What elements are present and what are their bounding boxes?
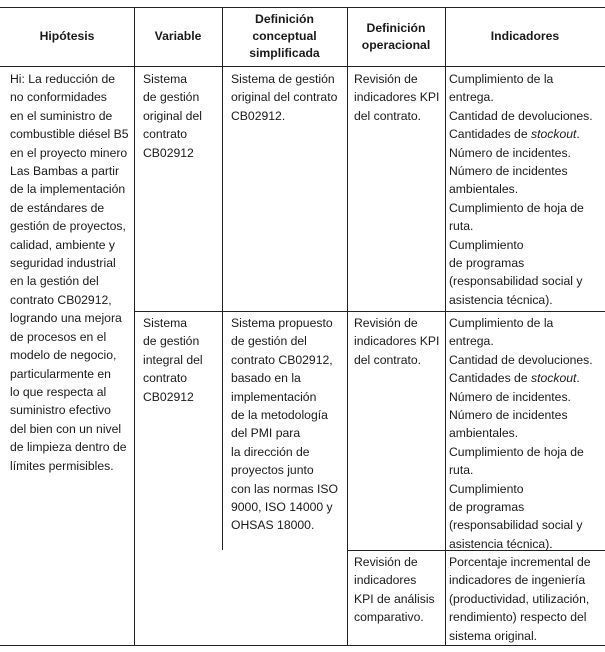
row3-operacional-cell <box>354 553 435 627</box>
cell-line: ruta. <box>449 463 474 478</box>
row2-variable-cell <box>143 314 203 406</box>
cell-line: Cumplimiento <box>449 481 524 496</box>
cell-line: Cumplimiento <box>449 237 524 252</box>
cell-line: proyectos junto <box>231 463 314 478</box>
cell-line: particularmente en <box>10 366 111 381</box>
header-bottom-rule <box>0 66 605 67</box>
row1-conceptual-cell <box>231 70 337 125</box>
cell-line: ambientales. <box>449 426 519 441</box>
cell-line: CB02912 <box>143 389 194 404</box>
row2-indicadores-cell <box>449 314 593 553</box>
cell-line: modelo de negocio, <box>10 348 117 363</box>
col-divider-4 <box>445 7 446 645</box>
col-divider-3 <box>347 7 348 645</box>
cell-line: calidad, ambiente y <box>10 237 116 252</box>
cell-line: Cantidad de devoluciones. <box>449 108 593 123</box>
cell-line: de gestión <box>143 90 200 105</box>
cell-line: lo que respecta al <box>10 384 107 399</box>
cell-line: del bien con un nivel <box>10 421 122 436</box>
hipotesis-cell <box>10 70 129 475</box>
cell-line: indicadores KPI <box>354 334 440 349</box>
cell-line: de la metodología <box>231 408 328 423</box>
col-divider-1 <box>134 7 135 645</box>
cell-line: Número de incidentes <box>449 164 568 179</box>
col-divider-2 <box>222 7 223 550</box>
cell-line: implementación <box>231 389 317 404</box>
cell-line: seguridad industrial <box>10 256 116 271</box>
table-bottom-rule <box>0 645 605 646</box>
cell-line: contrato CB02912, <box>231 352 333 367</box>
cell-line: del PMI para <box>231 426 301 441</box>
cell-line: (responsabilidad social y <box>449 518 583 533</box>
cell-line: Revisión de <box>354 72 418 86</box>
cell-line: KPI de análisis <box>354 591 435 606</box>
row2-operacional-cell <box>354 314 439 369</box>
cell-line: CB02912. <box>231 108 286 123</box>
cell-line: límites permisibles. <box>10 458 114 473</box>
cell-line: entrega. <box>449 334 494 349</box>
cell-line: Número de incidentes <box>449 408 568 423</box>
cell-line: de limpieza dentro de <box>10 440 127 455</box>
row1-bottom-rule <box>134 311 605 312</box>
cell-line: ruta. <box>449 219 474 234</box>
cell-line: (responsabilidad social y <box>449 274 583 289</box>
cell-line: Cantidad de devoluciones. <box>449 352 593 367</box>
cell-line: combustible diésel B5 <box>10 127 129 142</box>
cell-line: indicadores KPI <box>354 90 440 105</box>
cell-line: sistema original. <box>449 628 538 643</box>
cell-line: asistencia técnica). <box>449 536 553 551</box>
cell-line: indicadores <box>354 573 417 588</box>
cell-line: Cantidades de stockout. <box>449 371 580 386</box>
row2-conceptual-cell <box>231 314 338 535</box>
cell-line: Cumplimiento de hoja de <box>449 200 584 215</box>
cell-line: OHSAS 18000. <box>231 518 315 533</box>
row1-operacional-cell <box>354 70 439 125</box>
cell-line: Cumplimiento de la <box>449 316 554 330</box>
cell-line: Número de incidentes. <box>449 389 571 404</box>
cell-line: asistencia técnica). <box>449 292 553 307</box>
cell-line: comparativo. <box>354 610 424 625</box>
header-hipotesis: Hipótesis <box>39 29 95 43</box>
cell-line: la dirección de <box>231 444 310 459</box>
row3-indicadores-cell <box>449 553 591 645</box>
cell-line: Hi: La reducción de <box>10 72 116 86</box>
cell-line: Sistema propuesto <box>231 316 333 330</box>
cell-line: Las Bambas a partir <box>10 164 120 179</box>
cell-line: logrando una mejora <box>10 311 122 326</box>
cell-line: original del <box>143 108 202 123</box>
cell-line: del contrato. <box>354 108 422 123</box>
cell-line: Sistema de gestión <box>231 72 335 86</box>
cell-line: indicadores de ingeniería <box>449 573 586 588</box>
cell-line: Revisión de <box>354 316 418 330</box>
cell-line: Sistema <box>143 72 188 86</box>
cell-line: (productividad, utilización, <box>449 591 590 606</box>
cell-line: de programas <box>449 256 525 271</box>
cell-line: no conformidades <box>10 90 107 105</box>
header-variable: Variable <box>154 29 202 43</box>
cell-line: original del contrato <box>231 90 338 105</box>
cell-line: en el proyecto minero <box>10 145 128 160</box>
cell-line: rendimiento) respecto del <box>449 610 587 625</box>
row1-variable-cell <box>143 70 202 162</box>
cell-line: de estándares de <box>10 200 105 215</box>
cell-line: Número de incidentes. <box>449 145 571 160</box>
header-definicion-operacional: Definición operacional <box>361 20 431 52</box>
cell-line: 9000, ISO 14000 y <box>231 500 333 515</box>
cell-line: gestión de proyectos, <box>10 219 126 234</box>
cell-line: Cumplimiento de hoja de <box>449 444 584 459</box>
cell-line: integral del <box>143 352 203 367</box>
cell-line: de programas <box>449 500 525 515</box>
cell-line: CB02912 <box>143 145 194 160</box>
cell-line: suministro efectivo <box>10 403 111 418</box>
cell-line: de la implementación <box>10 182 126 197</box>
cell-line: en la gestión del <box>10 274 99 289</box>
cell-line: Sistema <box>143 316 188 330</box>
cell-line: de gestión <box>143 334 200 349</box>
cell-line: basado en la <box>231 371 301 386</box>
cell-line: ambientales. <box>449 182 519 197</box>
cell-line: contrato <box>143 371 188 386</box>
header-indicadores: Indicadores <box>490 29 560 43</box>
header-definicion-conceptual: Definición conceptual simplificada <box>249 12 320 60</box>
cell-line: contrato CB02912, <box>10 292 112 307</box>
cell-line: de gestión del <box>231 334 307 349</box>
cell-line: Cantidades de stockout. <box>449 127 580 142</box>
cell-line: entrega. <box>449 90 494 105</box>
cell-line: Revisión de <box>354 555 418 569</box>
row1-indicadores-cell <box>449 70 593 309</box>
cell-line: del contrato. <box>354 352 422 367</box>
cell-line: de procesos en el <box>10 329 107 344</box>
cell-line: contrato <box>143 127 188 142</box>
cell-line: con las normas ISO <box>231 481 339 496</box>
cell-line: en el suministro de <box>10 108 113 123</box>
cell-line: Cumplimiento de la <box>449 72 554 86</box>
cell-line: Porcentaje incremental de <box>449 555 591 569</box>
